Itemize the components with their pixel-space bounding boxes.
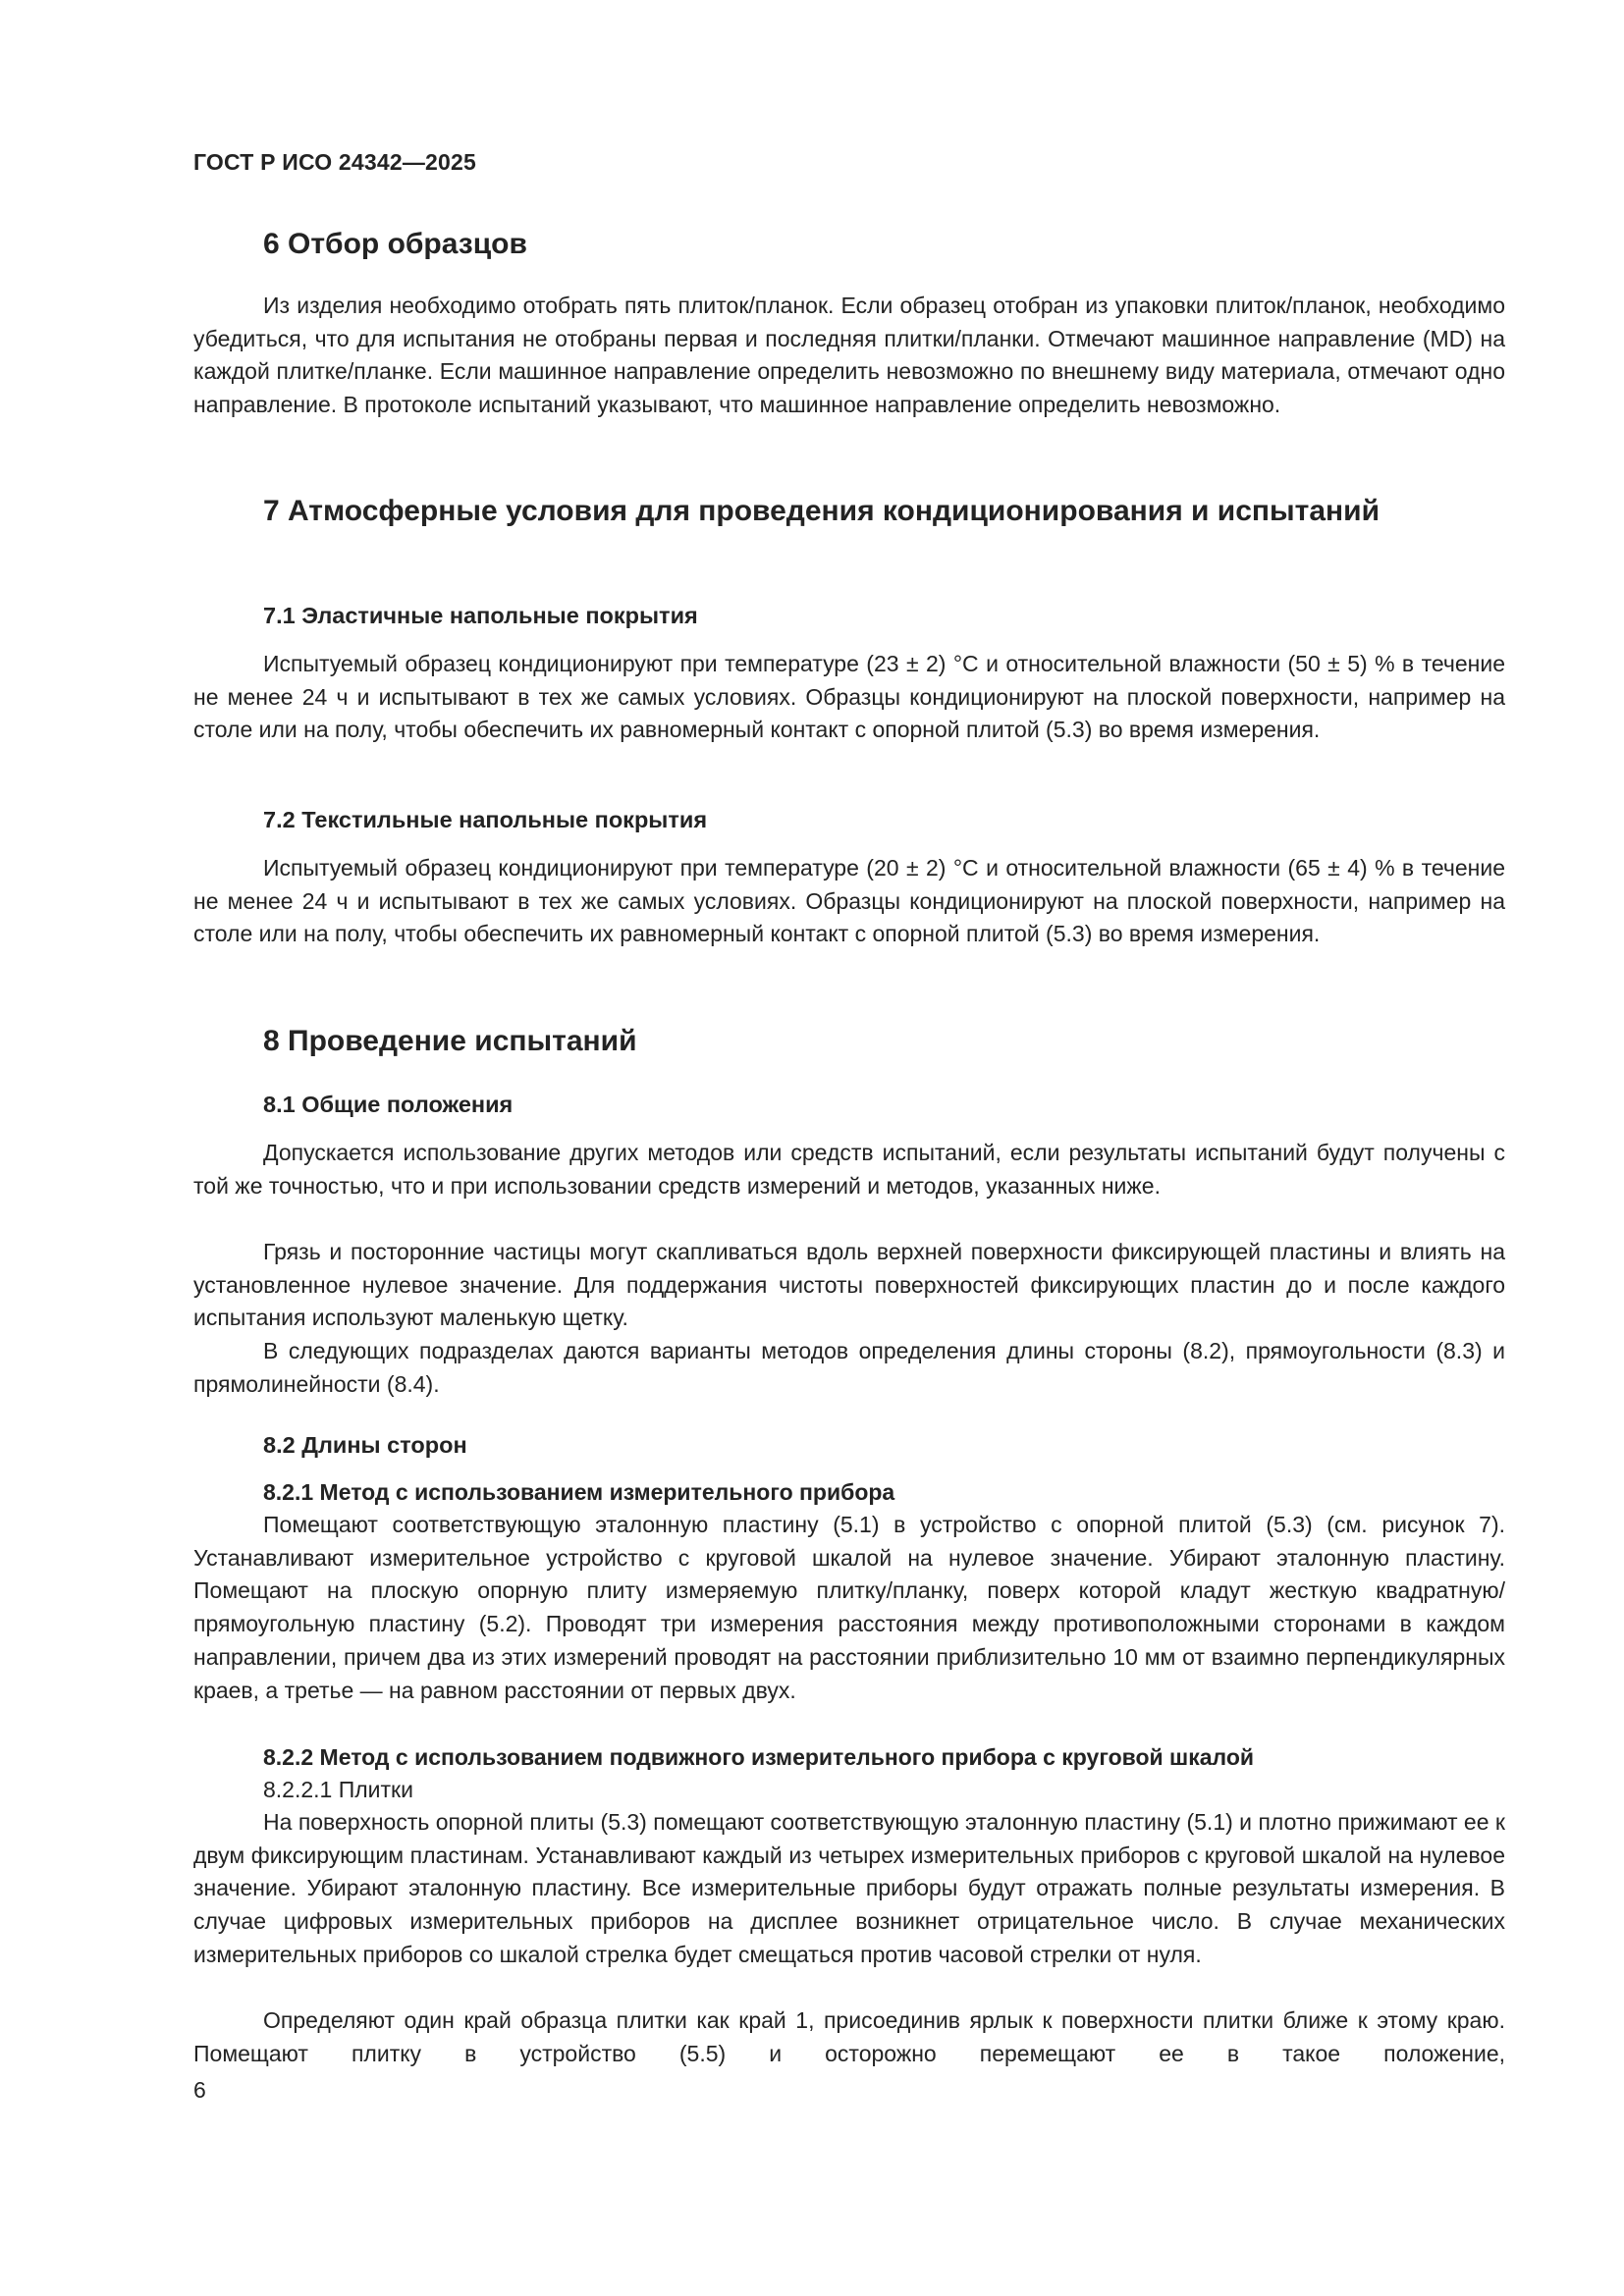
section-8-2-1-title: 8.2.1 Метод с использованием измерительного прибора — [263, 1479, 895, 1505]
section-8-2-2-1-title: 8.2.2.1 Плитки — [263, 1777, 413, 1802]
section-8-2-1-paragraph: Помещают соответствующую эталонную пластину (5.1) в устройство с опорной плитой (5.3) (см. рисунок 7). Устанавливают измерительное устройство с круговой шкалой на нулевое значение. Убирают эталонную пластину. Помещают на плоскую опорную плиту измеряемую плитку/планку, поверх которой кладут жесткую квадратную/прямоугольную пластину (5.2). Проводят три измерения расстояния между противоположными сторонами в каждом направлении, причем два из этих измерений проводят на расстоянии приблизительно 10 мм от взаимно перпендикулярных краев, а третье — на равном расстоянии от первых двух. — [193, 1512, 1505, 1703]
section-8-1-paragraph-1: Допускается использование других методов или средств испытаний, если результаты испытаний будут получены с той же точностью, что и при использовании средств измерений и методов, указанных ниже. — [193, 1140, 1505, 1199]
section-8-1-paragraph-3: В следующих подразделах даются варианты методов определения длины стороны (8.2), прямоугольности (8.3) и прямолинейности (8.4). — [193, 1338, 1505, 1397]
section-6-title: 6 Отбор образцов — [263, 228, 527, 260]
section-7-title: 7 Атмосферные условия для проведения кондиционирования и испытаний — [263, 495, 1380, 527]
section-8-2-2-title: 8.2.2 Метод с использованием подвижного измерительного прибора с круговой шкалой — [263, 1744, 1255, 1770]
section-7-1-title: 7.1 Эластичные напольные покрытия — [263, 603, 698, 628]
section-8-2-title: 8.2 Длины сторон — [263, 1432, 467, 1458]
section-8-2-2-1-paragraph-1: На поверхность опорной плиты (5.3) помещают соответствующую эталонную пластину (5.1) и плотно прижимают ее к двум фиксирующим пластинам. Устанавливают каждый из четырех измерительных приборов с круговой шкалой на нулевое значение. Убирают эталонную пластину. Все измерительные приборы будут отражать полные результаты измерения. В случае цифровых измерительных приборов на дисплее возникнет отрицательное число. В случае механических измерительных приборов со шкалой стрелка будет смещаться против часовой стрелки от нуля. — [193, 1809, 1505, 1967]
section-7-2-title: 7.2 Текстильные напольные покрытия — [263, 807, 708, 832]
section-7-1-paragraph: Испытуемый образец кондиционируют при температуре (23 ± 2) °C и относительной влажности (50 ± 5) % в течение не менее 24 ч и испытывают в тех же самых условиях. Образцы кондиционируют на плоской поверхности, например на столе или на полу, чтобы обеспечить их равномерный контакт с опорной плитой (5.3) во время измерения. — [193, 651, 1505, 743]
section-8-1-title: 8.1 Общие положения — [263, 1092, 514, 1117]
page-number: 6 — [193, 2077, 206, 2103]
section-8-title: 8 Проведение испытаний — [263, 1025, 637, 1057]
section-8-1-paragraph-2: Грязь и посторонние частицы могут скапливаться вдоль верхней поверхности фиксирующей пластины и влиять на установленное нулевое значение. Для поддержания чистоты поверхностей фиксирующих пластин до и после каждого испытания используют маленькую щетку. — [193, 1239, 1505, 1331]
document-header: ГОСТ Р ИСО 24342—2025 — [193, 149, 477, 175]
section-8-2-2-1-paragraph-2: Определяют один край образца плитки как край 1, присоединив ярлык к поверхности плитки ближе к этому краю. Помещают плитку в устройство (5.5) и осторожно перемещают ее в такое положение, — [193, 2007, 1505, 2066]
section-6-paragraph: Из изделия необходимо отобрать пять плиток/планок. Если образец отобран из упаковки плиток/планок, необходимо убедиться, что для испытания не отобраны первая и последняя плитки/планки. Отмечают машинное направление (MD) на каждой плитке/планке. Если машинное направление определить невозможно по внешнему виду материала, отмечают одно направление. В протоколе испытаний указывают, что машинное направление определить невозможно. — [193, 293, 1505, 418]
section-7-2-paragraph: Испытуемый образец кондиционируют при температуре (20 ± 2) °C и относительной влажности (65 ± 4) % в течение не менее 24 ч и испытывают в тех же самых условиях. Образцы кондиционируют на плоской поверхности, например на столе или на полу, чтобы обеспечить их равномерный контакт с опорной плитой (5.3) во время измерения. — [193, 855, 1505, 947]
